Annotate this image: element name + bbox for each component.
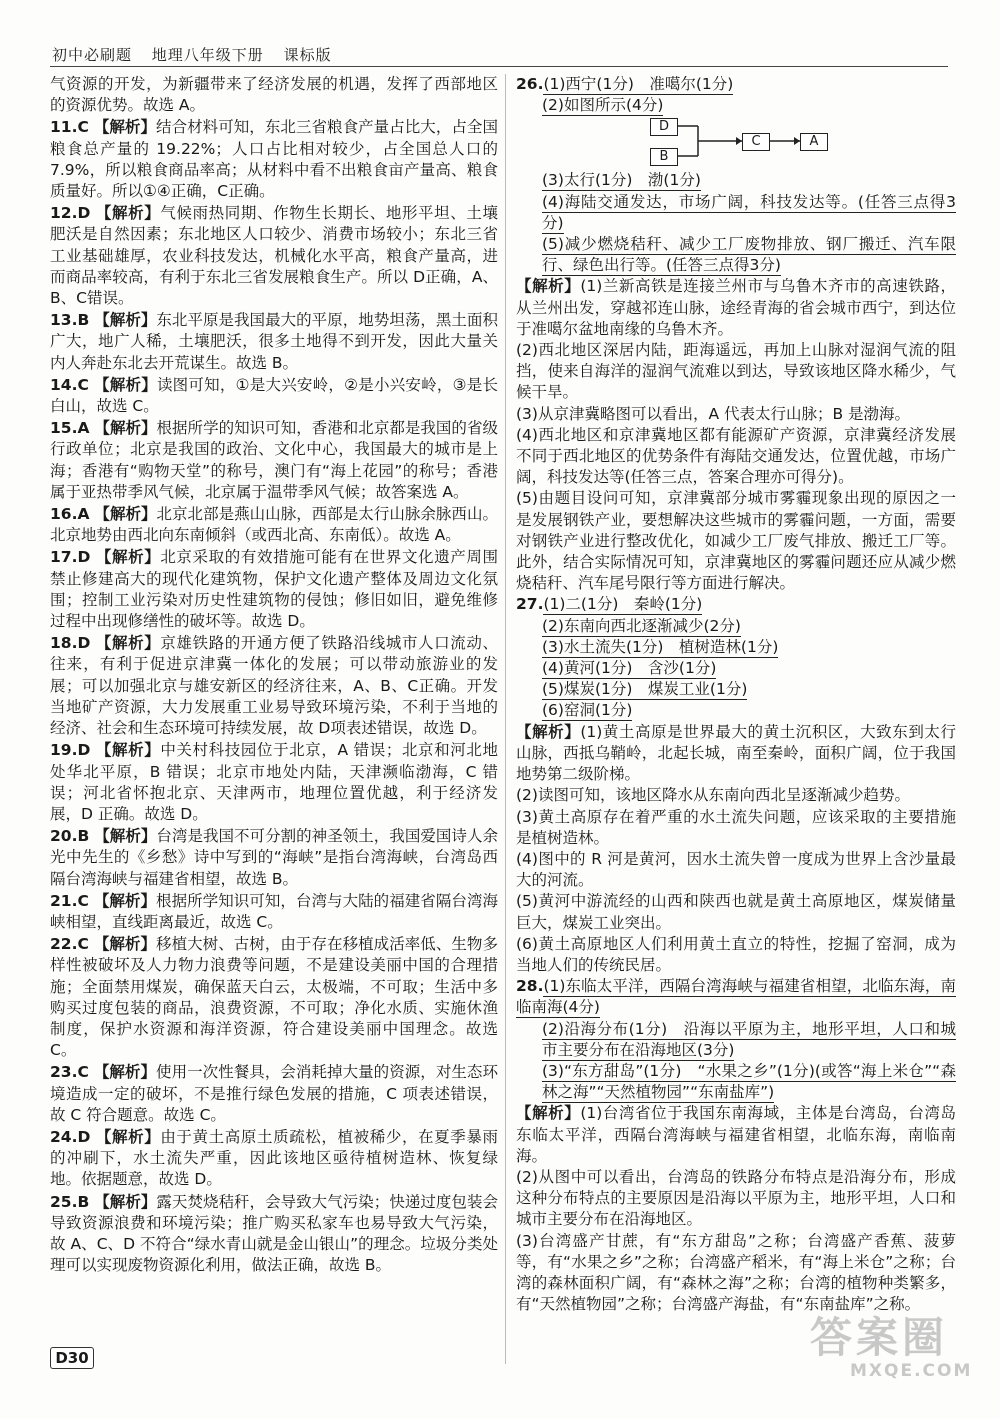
answer-line <box>516 74 956 95</box>
analysis-text: (2)从图中可以看出，台湾岛的铁路分布特点是沿海分布，形成这种分布特点的主要原因是沿海以平原为主，地形平坦，人口和城市主要分布在沿海地区。 <box>516 1167 956 1229</box>
analysis-tag: 【解析】 <box>516 277 581 296</box>
explanation-text: 中关村科技园位于北京，A 错误；北京和河北地处华北平原，B 错误；北京市地处内陆，天津濒临渤海，C 错误；河北省怀抱北京、天津两市，地理位置优越，利于经济发展，D 正确。故选 D。 <box>50 741 498 823</box>
analysis-text: (3)从京津冀略图可以看出，A 代表太行山脉；B 是渤海。 <box>516 404 911 423</box>
explanation-text: 结合材料可知，东北三省粮食产量占比大，占全国粮食总产量的 19.22%；人口占比相对较少，占全国总人口的7.9%，所以粮食商品率高；从材料中看不出粮食亩产量高、粮食质量好。所以①④正确，C正确。 <box>50 118 498 201</box>
question-block-28 <box>516 976 956 1315</box>
analysis-paragraph <box>516 1103 956 1167</box>
analysis-paragraph <box>516 807 956 849</box>
analysis-paragraph <box>516 425 956 489</box>
question-answer <box>50 740 498 825</box>
answer-line <box>516 700 956 721</box>
explanation-text: 露天焚烧秸秆，会导致大气污染；快递过度包装会导致资源浪费和环境污染；推广购买私家车也易导致大气污染，故 A、C、D 不符合“绿水青山就是金山银山”的理念。垃圾分类处理可以实现废物资源化利用，做法正确，故选 B。 <box>50 1192 498 1275</box>
question-answer <box>50 826 498 890</box>
analysis-tag: 【解析】 <box>95 204 161 223</box>
answer-line <box>516 594 956 615</box>
analysis-text: (2)西北地区深居内陆，距海遥远，再加上山脉对湿润气流的阻挡，使来自海洋的湿润气流难以到达，导致该地区降水稀少，气候干旱。 <box>516 341 956 402</box>
question-block-27 <box>516 594 956 976</box>
answer-text: (1)二(1分) 秦岭(1分) <box>543 595 703 614</box>
analysis-tag: 【解析】 <box>516 722 581 741</box>
analysis-tag: 【解析】 <box>95 1127 161 1146</box>
answer-line <box>516 170 956 191</box>
answer-line <box>516 679 956 700</box>
analysis-tag: 【解析】 <box>516 1104 581 1123</box>
answer-text: (2)如图所示(4分) <box>542 96 664 115</box>
analysis-tag: 【解析】 <box>95 634 161 653</box>
answer-text: (5)煤炭(1分) 煤炭工业(1分) <box>542 680 748 699</box>
answer-text: (3)“东方甜岛”(1分) “水果之乡”(1分)(或答“海上米仓”“森林之海”“天然植物园”“东南盐库”) <box>542 1061 956 1102</box>
analysis-text: (3)台湾盛产甘蔗，有“东方甜岛”之称；台湾盛产香蕉、菠萝等，有“水果之乡”之称；台湾盛产稻米，有“海上米仓”之称；台湾的森林面积广阔，有“森林之海”之称；台湾的植物种类繁多，有“天然植物园”之称；台湾盛产海盐，有“东南盐库”之称。 <box>516 1231 956 1314</box>
question-number: 28. <box>516 977 544 996</box>
analysis-text: (1)台湾省位于我国东南海域，主体是台湾岛，台湾岛东临太平洋，西隔台湾海峡与福建省相望，北临东海，南临南海。 <box>516 1104 956 1165</box>
analysis-paragraph <box>516 934 956 976</box>
answer-text: (3)水土流失(1分) 植树造林(1分) <box>542 637 779 656</box>
question-number: 18. <box>50 634 78 653</box>
answer-text: (4)海陆交通发达，市场广阔，科技发达等。(任答三点得3分) <box>542 192 956 232</box>
left-column <box>50 74 498 1277</box>
answer-letter: C <box>77 118 89 137</box>
analysis-paragraph <box>516 722 956 786</box>
question-number: 15. <box>50 419 78 438</box>
question-answer <box>50 117 498 202</box>
answer-text: (4)黄河(1分) 含沙(1分) <box>542 659 717 678</box>
explanation-text: 根据所学的知识可知，香港和北京都是我国的省级行政单位；北京是我国的政治、文化中心，我国最大的城市是上海；香港有“购物天堂”的称号，澳门有“海上花园”的称号；香港属于亚热带季风气候，北京属于温带季风气候；故答案选 A。 <box>50 419 498 501</box>
analysis-text: (1)黄土高原是世界最大的黄土沉积区，大致东到太行山脉，西抵乌鞘岭，北起长城，南至秦岭，面积广阔，位于我国地势第二级阶梯。 <box>516 722 956 784</box>
analysis-text: (5)黄河中游流经的山西和陕西也就是黄土高原地区，煤炭储量巨大，煤炭工业突出。 <box>516 892 956 932</box>
analysis-tag: 【解析】 <box>94 311 157 330</box>
analysis-paragraph <box>516 785 956 806</box>
answer-line <box>516 1019 956 1061</box>
answer-letter: C <box>77 891 89 910</box>
edition-name: 课标版 <box>283 46 332 64</box>
question-number: 24. <box>50 1127 78 1146</box>
explanation-text: 使用一次性餐具，会消耗掉大量的资源，对生态环境造成一定的破坏，不是推行绿色发展的措施，C 项表述错误，故 C 符合题意。故选 C。 <box>50 1063 498 1124</box>
answer-line <box>516 95 956 116</box>
answer-letter: B <box>77 311 90 330</box>
explanation-text: 京雄铁路的开通方便了铁路沿线城市人口流动、往来，有利于促进京津冀一体化的发展；可以带动旅游业的发展；可以加强北京与雄安新区的经济往来，A、B、C正确。开发当地矿产资源，大力发展重工业易导致环境污染，不利于当地的经济、社会和生态环境可持续发展，故 D项表述错误，故选 D。 <box>50 634 498 738</box>
answer-letter: B <box>77 1192 90 1211</box>
question-number: 22. <box>50 935 78 954</box>
watermark-url: MXQE.COM <box>850 1361 973 1381</box>
explanation-text: 北京采取的有效措施可能有在世界文化遗产周围禁止修建高大的现代化建筑物，保护文化遗产整体及周边文化氛围；控制工业污染对历史性建筑物的侵蚀；修旧如旧，避免维修过程中出现修缮性的破坏等。故选 D。 <box>50 548 498 631</box>
answer-letter: D <box>77 204 91 223</box>
page-header <box>52 44 346 65</box>
analysis-paragraph <box>516 891 956 933</box>
analysis-tag: 【解析】 <box>93 935 157 954</box>
question-number: 14. <box>50 375 78 394</box>
question-answer <box>50 934 498 1061</box>
answer-text: (3)太行(1分) 渤(1分) <box>542 171 701 190</box>
question-number: 26. <box>516 75 544 93</box>
answer-line <box>516 976 956 1018</box>
answer-text: (5)减少燃烧秸秆、减少工厂废物排放、钢厂搬迁、汽车限行、绿色出行等。(任答三点得3分) <box>542 235 956 275</box>
question-block-26 <box>516 74 956 594</box>
analysis-tag: 【解析】 <box>94 505 157 524</box>
answer-text: (1)西宁(1分) 准噶尔(1分) <box>543 75 734 93</box>
question-number: 19. <box>50 741 78 760</box>
answer-letter: C <box>77 375 89 394</box>
explanation-text: 台湾是我国不可分割的神圣领土，我国爱国诗人余光中先生的《乡愁》诗中写到的“海峡”是指台湾海峡，台湾岛西隔台湾海峡与福建省相望，故选 B。 <box>50 827 498 888</box>
question-number: 16. <box>50 505 78 524</box>
answer-letter: C <box>77 935 89 954</box>
answer-letter: A <box>77 419 90 438</box>
question-answer <box>50 418 498 503</box>
explanation-text: 由于黄土高原土质疏松，植被稀少，在夏季暴雨的冲刷下，水土流失严重，因此该地区亟待植树造林、恢复绿地。依据题意，故选 D。 <box>50 1127 498 1189</box>
diagram-box-b2: B <box>650 148 678 166</box>
watermark-logo <box>810 1305 973 1385</box>
answer-letter: C <box>77 1063 89 1082</box>
analysis-tag: 【解析】 <box>93 1063 157 1082</box>
question-number: 21. <box>50 891 78 910</box>
question-answer <box>50 504 498 546</box>
question-answer <box>50 203 498 309</box>
explanation-text: 气候雨热同期、作物生长期长、地形平坦、土壤肥沃是自然因素；东北地区人口较少、消费市场较小；东北三省工业基础雄厚，农业科技发达，机械化水平高，粮食产量高，进而商品率较高，有利于东北三省发展粮食生产。所以 D正确，A、B、C错误。 <box>50 204 498 308</box>
explanation-text: 东北平原是我国最大的平原，地势坦荡，黑土面积广大，地广人稀，土壤肥沃，很多土地得不到开发，因此大量关内人奔赴东北去开荒谋生。故选 B。 <box>50 311 498 372</box>
answer-letter: B <box>77 827 90 846</box>
answer-text: (6)窑洞(1分) <box>542 701 633 720</box>
answer-line <box>516 192 956 234</box>
question-number: 11. <box>50 118 78 137</box>
analysis-paragraph <box>516 340 956 404</box>
analysis-text: (2)读图可知，该地区降水从东南向西北呈逐渐减少趋势。 <box>516 786 910 805</box>
analysis-tag: 【解析】 <box>95 548 161 567</box>
question-number: 27. <box>516 595 544 614</box>
answer-letter: D <box>77 548 91 567</box>
analysis-tag: 【解析】 <box>93 118 157 137</box>
explanation-text: 北京北部是燕山山脉，西部是太行山脉余脉西山。北京地势由西北向东南倾斜（或西北高、东南低）。故选 A。 <box>50 505 498 545</box>
analysis-text: (5)由题目设问可知，京津冀部分城市雾霾现象出现的原因之一是发展钢铁产业，要想解决这些城市的雾霾问题，一方面，需要对钢铁产业进行整改优化，如减少工厂废气排放、搬迁工厂等。此外，结合实际情况可知，京津冀地区的雾霾问题还应从减少燃烧秸秆、汽车尾号限行等方面进行解决。 <box>516 489 956 593</box>
explanation-text: 移植大树、古树，由于存在移植成活率低、生物多样性被破坏及人力物力浪费等问题，不是建设美丽中国的合理措施；全面禁用煤炭，确保蓝天白云，太极端，不可取；生活中多购买过度包装的商品，浪费资源，不可取；净化水质、实施休渔制度，保护水资源和海洋资源，符合建设美丽中国理念。故选 C。 <box>50 935 498 1060</box>
analysis-text: (4)图中的 R 河是黄河，因水土流失曾一度成为世界上含沙量最大的河流。 <box>516 849 956 890</box>
answer-text: (1)东临太平洋，西隔台湾海峡与福建省相望，北临东海，南临南海(4分) <box>516 977 956 1017</box>
question-answer <box>50 1062 498 1126</box>
analysis-tag: 【解析】 <box>94 827 157 846</box>
analysis-text: (1)兰新高铁是连接兰州市与乌鲁木齐市的高速铁路，从兰州出发，穿越祁连山脉，途经青海的省会城市西宁，到达位于准噶尔盆地南缘的乌鲁木齐。 <box>516 277 956 338</box>
answer-line <box>516 616 956 637</box>
analysis-text: (3)黄土高原存在着严重的水土流失问题，应该采取的主要措施是植树造林。 <box>516 807 956 847</box>
question-answer <box>50 633 498 739</box>
analysis-text: (6)黄土高原地区人们利用黄土直立的特性，挖掘了窑洞，成为当地人们的传统民居。 <box>516 934 956 974</box>
question-number: 13. <box>50 311 78 330</box>
question-answer <box>50 1192 498 1277</box>
question-number: 25. <box>50 1192 78 1211</box>
flow-diagram <box>516 118 956 168</box>
answer-letter: D <box>77 634 91 653</box>
analysis-tag: 【解析】 <box>94 375 157 394</box>
question-number: 20. <box>50 827 78 846</box>
explanation-text: 根据所学知识可知，台湾与大陆的福建省隔台湾海峡相望，直线距离最近，故选 C。 <box>50 891 498 931</box>
analysis-paragraph <box>516 488 956 594</box>
analysis-paragraph <box>516 404 956 425</box>
answer-line <box>516 234 956 276</box>
answer-text: (2)沿海分布(1分) 沿海以平原为主，地形平坦，人口和城市主要分布在沿海地区(3分) <box>542 1019 956 1059</box>
analysis-text: (4)西北地区和京津冀地区都有能源矿产资源，京津冀经济发展不同于西北地区的优势条件有海陆交通发达，位置优越，市场广阔，科技发达等(任答三点，答案合理亦可得分)。 <box>516 425 956 487</box>
question-answer <box>50 1127 498 1191</box>
question-answer <box>50 891 498 933</box>
question-number: 23. <box>50 1063 78 1082</box>
diagram-box-b3: C <box>742 133 770 151</box>
analysis-paragraph <box>516 1167 956 1231</box>
analysis-tag: 【解析】 <box>95 741 161 760</box>
right-column <box>516 74 956 1315</box>
answer-text: (2)东南向西北逐渐减少(2分) <box>542 616 741 635</box>
page-number: D30 <box>50 1347 94 1369</box>
analysis-tag: 【解析】 <box>94 419 157 438</box>
column-divider <box>505 74 506 1364</box>
analysis-paragraph <box>516 1231 956 1316</box>
analysis-tag: 【解析】 <box>93 891 157 910</box>
diagram-box-b4: A <box>800 133 828 151</box>
subject-name: 地理八年级下册 <box>151 46 264 64</box>
header-rule <box>50 66 948 67</box>
answer-letter: D <box>77 1127 91 1146</box>
question-number: 12. <box>50 204 78 223</box>
explanation-text: 读图可知，①是大兴安岭，②是小兴安岭，③是长白山，故选 C。 <box>50 375 498 416</box>
answer-letter: A <box>77 505 90 524</box>
diagram-box-b1: D <box>650 118 678 136</box>
answer-line <box>516 1061 956 1103</box>
analysis-tag: 【解析】 <box>94 1192 157 1211</box>
series-name: 初中必刷题 <box>52 46 133 64</box>
watermark-text: 答案圈 <box>810 1313 949 1362</box>
question-answer <box>50 310 498 374</box>
question-answer <box>50 375 498 417</box>
answer-line <box>516 637 956 658</box>
analysis-paragraph <box>516 276 956 340</box>
continued-text <box>50 74 498 116</box>
explanation-text: 气资源的开发，为新疆带来了经济发展的机遇，发挥了西部地区的资源优势。故选 A。 <box>50 75 498 115</box>
answer-letter: D <box>77 741 91 760</box>
analysis-paragraph <box>516 849 956 891</box>
question-answer <box>50 547 498 632</box>
question-number: 17. <box>50 548 78 567</box>
answer-line <box>516 658 956 679</box>
